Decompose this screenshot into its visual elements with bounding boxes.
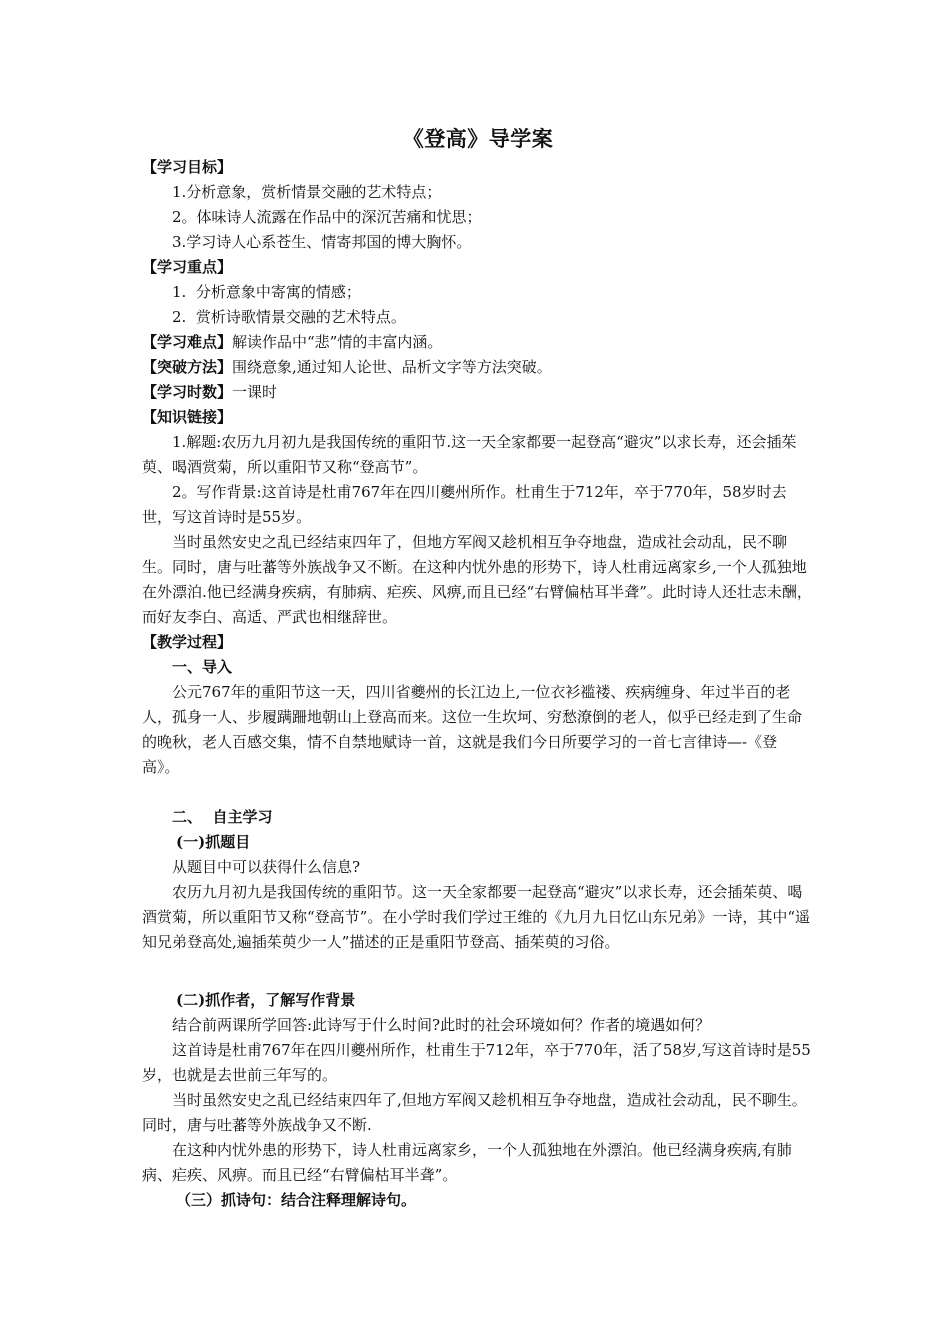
part2-answer: 这首诗是杜甫767年在四川夔州所作，杜甫生于712年，卒于770年，活了58岁,写这首诗时是55岁，也就是去世前三年写的。	[142, 1041, 811, 1084]
part1-question: 从题目中可以获得什么信息?	[172, 858, 361, 876]
method-line	[142, 355, 814, 380]
part1-heading: (一)抓题目	[176, 833, 251, 851]
part2-answer: 当时虽然安史之乱已经结束四年了,但地方军阀又趁机相互争夺地盘，造成社会动乱，民不聊生。同时，唐与吐蕃等外族战争又不断.	[142, 1091, 807, 1134]
intro-paragraph: 公元767年的重阳节这一天，四川省夔州的长江边上,一位衣衫褴褛、疾病缠身、年过半百的老人，孤身一人、步履蹒跚地朝山上登高而来。这位一生坎坷、穷愁潦倒的老人，似乎已经走到了生命的晚秋，老人百感交集，情不自禁地赋诗一首，这就是我们今日所要学习的一首七言律诗—-《登高》。	[142, 683, 803, 776]
duration-heading: 【学习时数】	[142, 383, 233, 401]
process-heading: 【教学过程】	[142, 633, 233, 651]
objectives-heading: 【学习目标】	[142, 158, 233, 176]
objective-item: 3.学习诗人心系苍生、情寄邦国的博大胸怀。	[172, 233, 472, 251]
knowledge-paragraph: 2。写作背景:这首诗是杜甫767年在四川夔州所作。杜甫生于712年，卒于770年，58岁时去世，写这首诗时是55岁。	[142, 483, 787, 526]
duration-text: 一课时	[232, 383, 278, 401]
spacer	[142, 780, 814, 805]
self-study-heading: 二、 自主学习	[172, 808, 273, 826]
knowledge-paragraph: 当时虽然安史之乱已经结束四年了，但地方军阀又趁机相互争夺地盘，造成社会动乱，民不聊生。同时，唐与吐蕃等外族战争又不断。在这种内忧外患的形势下，诗人杜甫远离家乡,一个人孤独地在外漂泊.他已经满身疾病，有肺病、疟疾、风痹,而且已经“右臂偏枯耳半聋”。此时诗人还壮志未酬，而好友李白、高适、严武也相继辞世。	[142, 533, 812, 626]
difficulty-heading: 【学习难点】	[142, 333, 233, 351]
method-heading: 【突破方法】	[142, 358, 233, 376]
objective-item: 1.分析意象，赏析情景交融的艺术特点；	[172, 183, 442, 201]
objective-item: 2。体味诗人流露在作品中的深沉苦痛和忧思；	[172, 208, 482, 226]
part2-answer: 在这种内忧外患的形势下，诗人杜甫远离家乡，一个人孤独地在外漂泊。他已经满身疾病,有肺病、疟疾、风痹。而且已经“右臂偏枯耳半聋”。	[142, 1141, 792, 1184]
key-points-heading: 【学习重点】	[142, 258, 233, 276]
part1-answer: 农历九月初九是我国传统的重阳节。这一天全家都要一起登高“避灾”以求长寿，还会插茱萸、喝酒赏菊，所以重阳节又称“登高节”。在小学时我们学过王维的《九月九日忆山东兄弟》一诗，其中“遥知兄弟登高处,遍插茱萸少一人”描述的正是重阳节登高、插茱萸的习俗。	[142, 883, 811, 951]
knowledge-heading: 【知识链接】	[142, 408, 233, 426]
intro-heading: 一、导入	[172, 658, 233, 676]
duration-line	[142, 380, 814, 405]
page-title: 《登高》导学案	[402, 126, 554, 151]
part2-heading: (二)抓作者，了解写作背景	[176, 991, 356, 1009]
document-body	[142, 123, 814, 1213]
method-text: 围绕意象,通过知人论世、品析文字等方法突破。	[232, 358, 552, 376]
knowledge-paragraph: 1.解题:农历九月初九是我国传统的重阳节.这一天全家都要一起登高“避灾”以求长寿，还会插茱萸、喝酒赏菊，所以重阳节又称“登高节”。	[142, 433, 797, 476]
key-point-item: 1. 分析意象中寄寓的情感；	[172, 283, 361, 301]
key-point-item: 2. 赏析诗歌情景交融的艺术特点。	[172, 308, 406, 326]
difficulty-text: 解读作品中“悲”情的丰富内涵。	[232, 333, 443, 351]
spacer	[142, 955, 814, 980]
part3-heading: （三）抓诗句：结合注释理解诗句。	[176, 1191, 417, 1209]
part2-question: 结合前两课所学回答:此诗写于什么时间?此时的社会环境如何？作者的境遇如何？	[172, 1016, 711, 1034]
difficulty-line	[142, 330, 814, 355]
spacer	[142, 980, 814, 988]
